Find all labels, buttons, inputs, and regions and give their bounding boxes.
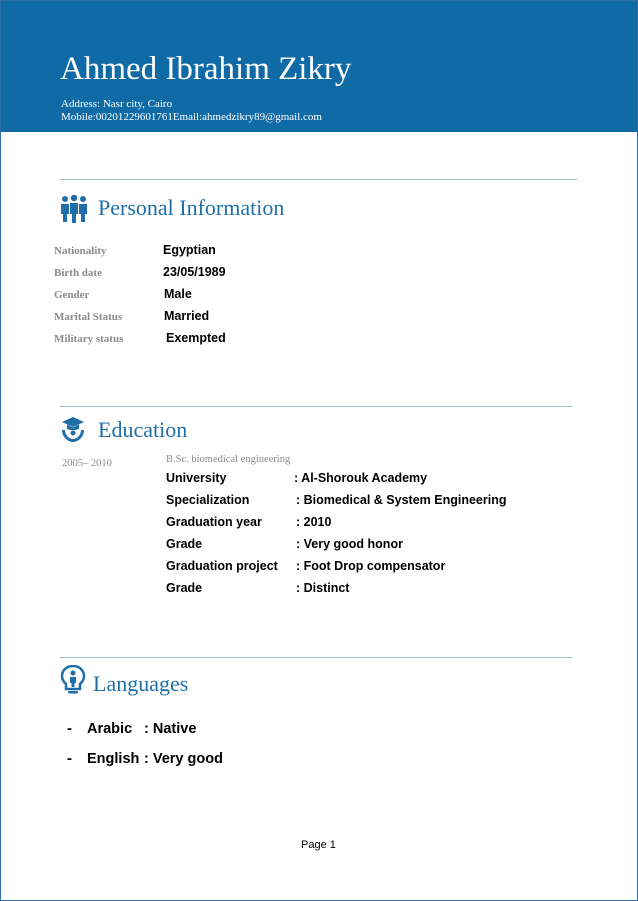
gender-label: Gender [54,289,90,301]
nationality-label: Nationality [54,245,107,257]
graduation-project-label: Graduation project [166,559,278,573]
bullet-dash: - [67,720,72,737]
section-divider [60,179,577,180]
graduation-year-label: Graduation year [166,515,262,529]
birth-date-label: Birth date [54,267,102,279]
university-value: : Al-Shorouk Academy [294,471,428,485]
project-grade-value: : Distinct [296,581,350,595]
military-status-value: Exempted [166,331,226,345]
military-status-label: Military status [54,333,124,345]
people-group-icon [59,194,89,224]
education-dates: 2005– 2010 [62,458,112,469]
address-line: Address: Nasr city, Cairo [61,98,173,110]
lightbulb-person-icon [58,665,88,695]
graduation-handshake-icon [58,415,88,445]
nationality-value: Egyptian [163,243,216,257]
bullet-dash: - [67,750,72,767]
specialization-label: Specialization [166,493,250,507]
section-title-personal: Personal Information [98,195,285,220]
language-level: : Native [144,721,197,737]
gender-value: Male [164,287,192,301]
header-banner [1,1,637,132]
grade-value: : Very good honor [296,537,403,551]
section-title-education: Education [98,417,188,442]
language-name: Arabic [87,721,133,737]
contact-line: Mobile:00201229601761Email:ahmedzikry89@gmail.com [61,111,322,123]
graduation-year-value: : 2010 [296,515,332,529]
section-divider [60,406,572,407]
language-name: English [87,751,140,767]
section-divider [60,657,572,658]
graduation-project-value: : Foot Drop compensator [296,559,446,573]
birth-date-value: 23/05/1989 [163,265,226,279]
grade-label: Grade [166,537,203,551]
specialization-value: : Biomedical & System Engineering [296,493,507,507]
project-grade-label: Grade [166,581,203,595]
marital-status-value: Married [164,309,210,323]
section-title-languages: Languages [93,671,189,696]
university-label: University [166,471,227,485]
education-degree: B.Sc. biomedical engineering [166,454,291,465]
language-level: : Very good [144,751,223,767]
marital-status-label: Marital Status [54,311,123,323]
candidate-name: Ahmed Ibrahim Zikry [60,51,352,87]
page-number: Page 1 [301,839,336,851]
